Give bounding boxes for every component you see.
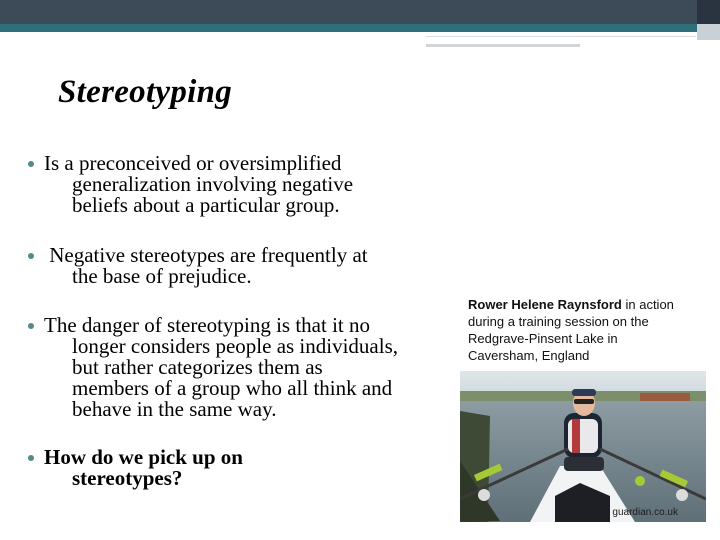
top-band-corner-light	[697, 24, 720, 40]
bullet-line: but rather categorizes them as	[72, 355, 323, 379]
bullet-line: longer considers people as individuals,	[72, 334, 399, 358]
bullet-line: behave in the same way.	[72, 397, 277, 421]
bullet-line: How do we pick up on	[44, 445, 243, 469]
bullet-item	[28, 153, 458, 216]
bullet-item	[28, 447, 458, 489]
bullet-line: members of a group who all think and	[72, 376, 393, 400]
photo-credit: guardian.co.uk	[612, 507, 678, 518]
photo-caption	[468, 296, 708, 364]
top-band-corner	[697, 0, 720, 24]
bullet-line: the base of prejudice.	[72, 264, 252, 288]
bullet-line: Negative stereotypes are frequently at	[44, 243, 368, 267]
bullet-line: The danger of stereotyping is that it no	[44, 313, 371, 337]
top-band-dark	[0, 0, 697, 24]
bullet-line: beliefs about a particular group.	[72, 193, 340, 217]
caption-text: Caversham, England	[468, 348, 590, 363]
bullet-line: stereotypes?	[72, 466, 183, 490]
top-decoration	[0, 0, 720, 38]
rower-illustration	[460, 371, 706, 522]
caption-text: Redgrave-Pinsent Lake in	[468, 331, 618, 346]
slide-title: Stereotyping	[58, 74, 233, 110]
caption-text: during a training session on the	[468, 314, 649, 329]
caption-subject: Rower Helene Raynsford	[468, 297, 622, 312]
bullet-item	[28, 315, 458, 420]
title-rule-1	[426, 36, 696, 37]
bullet-line: generalization involving negative	[72, 172, 354, 196]
bullet-item	[28, 245, 458, 287]
rower-photo	[460, 371, 706, 522]
top-band-teal	[0, 24, 697, 32]
bullet-line: Is a preconceived or oversimplified	[44, 151, 342, 175]
caption-text: in action	[621, 297, 674, 312]
title-rule-2	[426, 44, 580, 47]
